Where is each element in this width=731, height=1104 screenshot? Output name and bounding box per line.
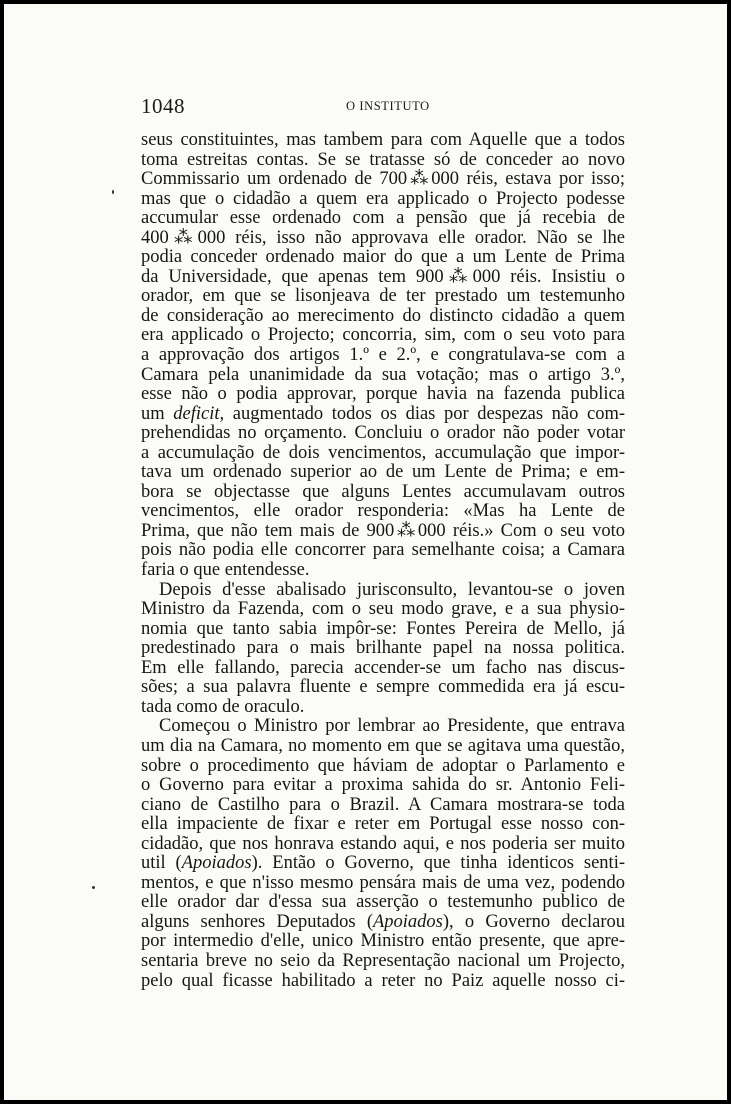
text-line: mentos, e que n'isso mesmo pensára mais de uma vez, podendo [141,872,625,893]
text-line: pelo qual ficasse habilitado a reter no Paiz aquelle nosso ci- [141,970,625,991]
text-line: sobre o procedimento que háviam de adoptar o Parlamento e [141,755,625,776]
text-segment: augmentado todos os dias por despezas não com- [224,403,625,424]
text-line: era applicado o Projecto; concorria, sim, com o seu voto para [141,325,625,346]
text-line: Prima, que não tem mais de 900⁂000 réis.» Com o seu voto [141,520,625,541]
text-line: tada como de oraculo. [141,696,305,717]
text-line: Ministro da Fazenda, com o seu modo grave, e a sua physio- [141,599,625,620]
text-line: podia conceder ordenado maior do que a um Lente de Prima [141,247,625,268]
text-line: a accumulação de dois vencimentos, accumulação que impor- [141,442,625,463]
text-line: tava um ordenado superior ao de um Lente de Prima; e em- [141,462,625,483]
text-line [141,405,625,425]
text-segment: alguns senhores Deputados ( [141,911,373,932]
text-line: toma estreitas contas. Se se tratasse só de conceder ao novo [141,149,625,170]
page-number: 1048 [141,94,185,118]
running-title: O INSTITUTO [346,99,430,113]
text-line: da Universidade, que apenas tem 900⁂000 réis. Insistiu o [141,266,625,287]
text-line: Depois d'esse abalisado jurisconsulto, levantou-se o joven [159,579,625,600]
text-segment: ), o Governo declarou [442,911,625,932]
italic-term: Apoiados [372,911,443,932]
page-header [141,94,629,118]
text-segment: util ( [141,853,182,874]
text-line: elle orador dar d'essa sua asserção o testemunho publico de [141,892,625,913]
text-line: orador, em que se lisonjeava de ter prestado um testemunho [141,286,625,307]
text-line: bora se objectasse que alguns Lentes accumulavam outros [141,481,625,502]
text-line: seus constituintes, mas tambem para com Aquelle que a todos [141,130,625,150]
text-line: faria o que entendesse. [141,560,310,581]
text-line: Começou o Ministro por lembrar ao Presidente, que entrava [159,716,625,737]
text-line: mas que o cidadão a quem era applicado o Projecto podesse [141,188,625,209]
text-line: o Governo para evitar a proxima sahida do sr. Antonio Feli- [141,775,625,796]
text-line [141,913,625,933]
text-line: a approvação dos artigos 1.º e 2.º, e congratulava-se com a [141,345,625,366]
text-line: ella impaciente de fixar e reter em Portugal esse nosso con- [141,814,625,835]
text-segment: ). Então o Governo, que tinha identicos senti- [251,853,625,874]
book-page [4,4,727,1100]
body-text [141,131,625,991]
text-line: sões; a sua palavra fluente e sempre commedida era já escu- [141,677,625,698]
text-line: Em elle fallando, parecia accender-se um facho nas discus- [141,657,625,678]
text-line: um dia na Camara, no momento em que se agitava uma questão, [141,735,625,756]
text-line [141,854,625,874]
text-line: de consideração ao merecimento do distincto cidadão a quem [141,305,625,326]
text-line: esse não o podia approvar, porque havia na fazenda publica [141,384,625,405]
text-line: por intermedio d'elle, unico Ministro então presente, que apre- [141,931,625,952]
text-line: predestinado para o mais brilhante papel na nossa politica. [141,638,625,659]
text-segment: um [141,403,174,424]
page-speck [112,190,114,194]
italic-term: Apoiados [181,853,252,874]
text-line: 400⁂000 réis, isso não approvava elle orador. Não se lhe [141,227,625,248]
text-line: ciano de Castilho para o Brazil. A Camara mostrara-se toda [141,794,625,815]
text-line: Commissario um ordenado de 700⁂000 réis, estava por isso; [141,169,625,190]
text-line: accumular esse ordenado com a pensão que já recebia de [141,208,625,229]
text-line: cidadão, que nos honrava estando aqui, e nos poderia ser muito [141,833,625,854]
text-line: nomia que tanto sabia impôr-se: Fontes Pereira de Mello, já [141,618,625,639]
text-line: vencimentos, elle orador responderia: «Mas ha Lente de [141,501,625,522]
text-line: prehendidas no orçamento. Concluiu o orador não poder votar [141,423,625,444]
text-line: pois não podia elle concorrer para semelhante coisa; a Camara [141,540,625,561]
text-line: Camara pela unanimidade da sua votação; mas o artigo 3.º, [141,364,625,385]
page-speck [92,886,95,889]
text-line: sentaria breve no seio da Representação nacional um Projecto, [141,950,625,971]
italic-term: deficit, [173,403,225,424]
